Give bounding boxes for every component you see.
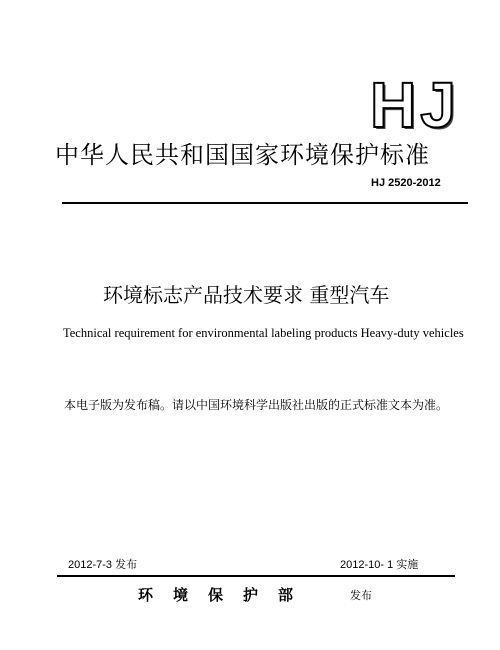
implementation-date: 2012-10- 1 实施 bbox=[340, 559, 419, 571]
document-title-english: Technical requirement for environmental labeling products Heavy-duty vehicles bbox=[63, 326, 464, 340]
footer-divider bbox=[57, 575, 455, 577]
hj-logo: HJ bbox=[370, 69, 460, 141]
issuing-organization-heading: 中华人民共和国国家环境保护标准 bbox=[55, 141, 430, 169]
publish-label: 发布 bbox=[350, 589, 372, 602]
issuing-ministry: 环境保护部 bbox=[138, 586, 314, 604]
electronic-version-notice: 本电子版为发布稿。请以中国环境科学出版社出版的正式标准文本为准。 bbox=[64, 398, 449, 412]
standard-number: HJ 2520-2012 bbox=[371, 177, 441, 189]
header-divider bbox=[62, 202, 468, 204]
document-title-chinese: 环境标志产品技术要求 重型汽车 bbox=[103, 283, 390, 307]
issue-date: 2012-7-3 发布 bbox=[68, 559, 138, 571]
